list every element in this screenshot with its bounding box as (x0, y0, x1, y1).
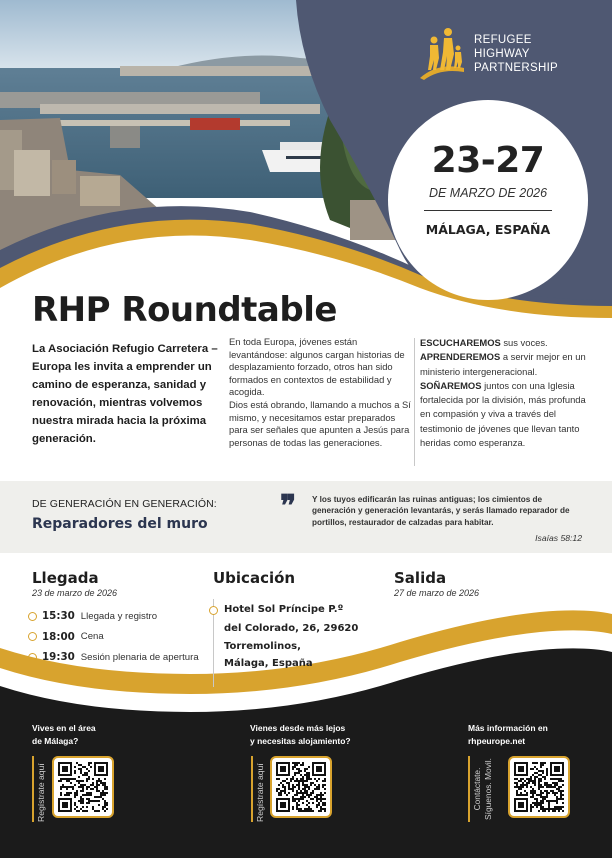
intro-point-listen-keyword: ESCUCHAREMOS (420, 337, 501, 348)
event-label: Sesión plenaria de apertura (80, 651, 199, 663)
event-label: Llegada y registro (80, 610, 158, 622)
scripture-reference: Isaías 58:12 (535, 533, 582, 543)
intro-column-middle (229, 336, 411, 449)
contact-follow-link[interactable]: Contáctate. Síguenos. Movil. (472, 758, 493, 820)
arrival-events (28, 606, 199, 668)
logo-line-3: PARTNERSHIP (474, 62, 559, 74)
walking-family-icon (418, 26, 466, 82)
departure-date: 27 de marzo de 2026 (394, 588, 480, 598)
intro-point-listen-text: sus voces. (500, 337, 548, 348)
location-pin-icon (209, 606, 218, 615)
more-info-line-1: Más información en (468, 723, 548, 733)
register-lodging-qr-code[interactable] (270, 756, 332, 818)
intro-point-learn-keyword: APRENDEREMOS (420, 351, 501, 363)
event-time: 19:30 (42, 651, 75, 664)
scripture-quote: Y los tuyos edificarán las ruinas antiguas; los cimientos de generación y generación levantarás, y serás llamado reparador de portillos, restaurador de calzadas para habitar. (312, 495, 570, 527)
register-lodging-side (251, 756, 263, 822)
date-divider (424, 210, 552, 211)
more-info-lead (468, 722, 548, 748)
event-time: 18:00 (42, 630, 75, 643)
quote-mark-icon: ❞ (280, 489, 297, 524)
date-badge (388, 100, 588, 300)
side-accent-bar (251, 756, 253, 822)
qr-code-icon (276, 762, 326, 812)
side-accent-bar (468, 756, 470, 822)
more-info-url[interactable]: rhpeurope.net (468, 736, 526, 746)
qr-code-icon (58, 762, 108, 812)
address-line-1: del Colorado, 26, 29620 (224, 623, 359, 634)
date-month-year: DE MARZO DE 2026 (428, 186, 548, 200)
arrival-heading: Llegada (32, 569, 99, 587)
register-local-lead (32, 722, 96, 748)
intro-point-dream-keyword: SOÑAREMOS (420, 379, 482, 391)
logo-line-1: REFUGEE (474, 34, 532, 46)
register-local-side (32, 756, 44, 822)
bullet-circle-icon (28, 612, 37, 621)
intro-point-learn-text: a servir mejor en un ministerio intergeneracional. (420, 351, 586, 377)
event-item (28, 647, 199, 668)
departure-heading: Salida (394, 569, 447, 587)
intro-paragraph-2: Dios está obrando, llamando a muchos a Sí mismo, y necesitamos estar preparados para ser señales que apunten a Jesús para personas de todas las generaciones. (229, 398, 411, 448)
contact-qr-code[interactable] (508, 756, 570, 818)
intro-column-right (420, 336, 586, 450)
address-line-3: Málaga, España (224, 658, 313, 669)
theme-kicker: DE GENERACIÓN EN GENERACIÓN: (32, 498, 217, 510)
arrival-date: 23 de marzo de 2026 (32, 588, 118, 598)
intro-point-learn (420, 350, 586, 379)
register-local-line-2: de Málaga? (32, 736, 79, 746)
page-title: RHP Roundtable (32, 290, 337, 330)
bullet-circle-icon (28, 653, 37, 662)
location-heading: Ubicación (213, 569, 296, 587)
intro-point-dream (420, 379, 586, 450)
theme-title: Reparadores del muro (32, 516, 208, 532)
date-range: 23-27 (431, 140, 545, 181)
rhp-logo (418, 26, 558, 82)
side-accent-bar (32, 756, 34, 822)
address-line-2: Torremolinos, (224, 640, 301, 652)
register-lodging-lead (250, 722, 351, 748)
intro-lead: La Asociación Refugio Carretera – Europa les invita a emprender un camino de esperanza, sanidad y renovación, mientras volvemos nuestra mirada hacia la próxima generación. (32, 343, 218, 445)
register-lodging-line-2: y necesitas alojamiento? (250, 736, 351, 746)
register-local-qr-code[interactable] (52, 756, 114, 818)
contact-side (468, 756, 493, 822)
qr-code-icon (514, 762, 564, 812)
event-item (28, 627, 199, 648)
register-local-link[interactable]: Regístrate aquí (36, 763, 46, 822)
bullet-circle-icon (28, 632, 37, 641)
event-label: Cena (80, 631, 104, 643)
register-lodging-line-1: Vienes desde más lejos (250, 723, 346, 733)
column-divider (414, 338, 415, 466)
venue-name: Hotel Sol Príncipe P.º (224, 604, 344, 615)
intro-point-dream-text: juntos con una Iglesia fortalecida por la división, más profunda en compasión y viva a través del testimonio de jóvenes que llevan tanto heridas como esperanza. (420, 379, 586, 449)
theme-band (0, 481, 612, 553)
event-time: 15:30 (42, 610, 75, 623)
logo-text (474, 33, 558, 75)
register-local-line-1: Vives en el área (32, 723, 96, 733)
event-item (28, 606, 199, 627)
intro-point-listen (420, 336, 586, 350)
event-city: MÁLAGA, ESPAÑA (425, 222, 551, 237)
logo-line-2: HIGHWAY (474, 48, 530, 60)
register-lodging-link[interactable]: Regístrate aquí (255, 763, 265, 822)
intro-paragraph-1: En toda Europa, jóvenes están levantándose: algunos cargan historias de desplazamiento forzado, otros han sido formados en contextos de estabilidad y acogida. (229, 336, 405, 398)
venue-address (224, 620, 394, 673)
